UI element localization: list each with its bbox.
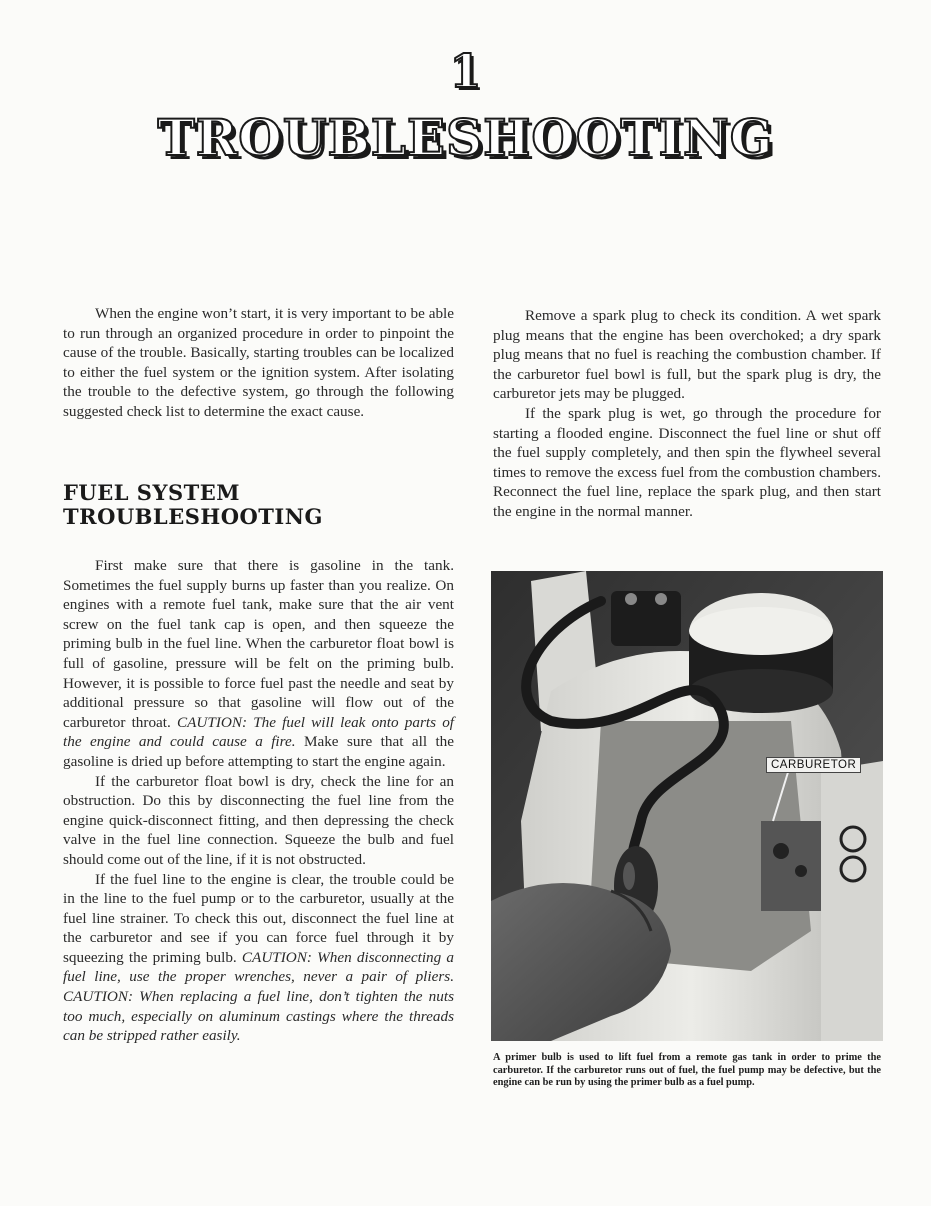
fuel-section-body xyxy=(63,556,454,1046)
chapter-number: 1 xyxy=(449,44,482,98)
section-heading xyxy=(63,481,443,529)
intro-paragraph: When the engine won’t start, it is very important to be able to run through an organized procedure in order to pinpoint the cause of the trouble. Basically, starting troubles can be localized to either the fuel system or the ignition system. After isolating the trouble to the defective system, go through the following suggested check list to determine the exact cause. xyxy=(63,305,454,420)
section-heading-line1: FUEL SYSTEM xyxy=(63,480,241,505)
intro-column xyxy=(63,304,454,422)
engine-photo-drawing xyxy=(491,571,883,1041)
fuel-p1-caution: CAUTION: The fuel will leak onto parts of the engine and could cause a fire. xyxy=(63,713,455,751)
right-paragraph-1: Remove a spark plug to check its condition. A wet spark plug means that the engine has been overchoked; a dry spark plug means that no fuel is reaching the combustion chamber. If the carburetor fuel bowl is full, but the spark plug is dry, the carburetor jets may be plugged. xyxy=(493,307,881,403)
engine-photo xyxy=(491,571,883,1041)
fuel-p3-caution: CAUTION: When disconnecting a fuel line, use the proper wrenches, never a pair of pliers. CAUTION: When replacing a fuel line, don’t tighten the nuts too much, especially on aluminum castings where the threads can be stripped rather easily. xyxy=(63,948,455,1045)
right-column xyxy=(493,306,881,522)
right-paragraph-2: If the spark plug is wet, go through the procedure for starting a flooded engine. Disconnect the fuel line or shut off the fuel supply completely, and then spin the flywheel several times to remove the excess fuel from the combustion chambers. Reconnect the fuel line, replace the spark plug, and then start the engine in the normal manner. xyxy=(493,404,881,520)
fuel-paragraph-2: If the carburetor float bowl is dry, check the line for an obstruction. Do this by disconnecting the fuel line from the engine quick-disconnect fitting, and then depressing the check valve in the fuel line connection. Squeeze the bulb and fuel should come out of the line, if it is not obstructed. xyxy=(63,772,454,868)
fuel-p3-text: If the fuel line to the engine is clear, the trouble could be in the line to the fuel pump or to the carburetor, usually at the fuel line strainer. To check this out, disconnect the fuel line at the carburetor and see if you can force fuel through it by squeezing the priming bulb. xyxy=(63,870,454,966)
carburetor-label: CARBURETOR xyxy=(766,757,861,773)
chapter-title: TROUBLESHOOTING xyxy=(157,108,774,167)
fuel-paragraph-1 xyxy=(63,556,454,772)
fuel-p1-end: Make sure that all the gasoline is dried up before attempting to start the engine again. xyxy=(63,733,455,770)
fuel-paragraph-3 xyxy=(63,870,454,1046)
section-heading-line2: TROUBLESHOOTING xyxy=(63,504,323,529)
figure-caption: A primer bulb is used to lift fuel from a remote gas tank in order to prime the carburetor. If the carburetor runs out of fuel, the fuel pump may be defective, but the engine can be run by using the primer bulb as a fuel pump. xyxy=(493,1052,881,1089)
fuel-p1-text: First make sure that there is gasoline in the tank. Sometimes the fuel supply burns up faster than you realize. On engines with a remote fuel tank, make sure that the air vent screw on the fuel tank cap is open, and then squeeze the priming bulb in the fuel line. When the carburetor float bowl is full of gasoline, pressure will be felt on the priming bulb. However, it is possible to force fuel past the needle and seat by additional pressure so that gasoline will flow out of the carburetor throat. xyxy=(63,557,454,731)
